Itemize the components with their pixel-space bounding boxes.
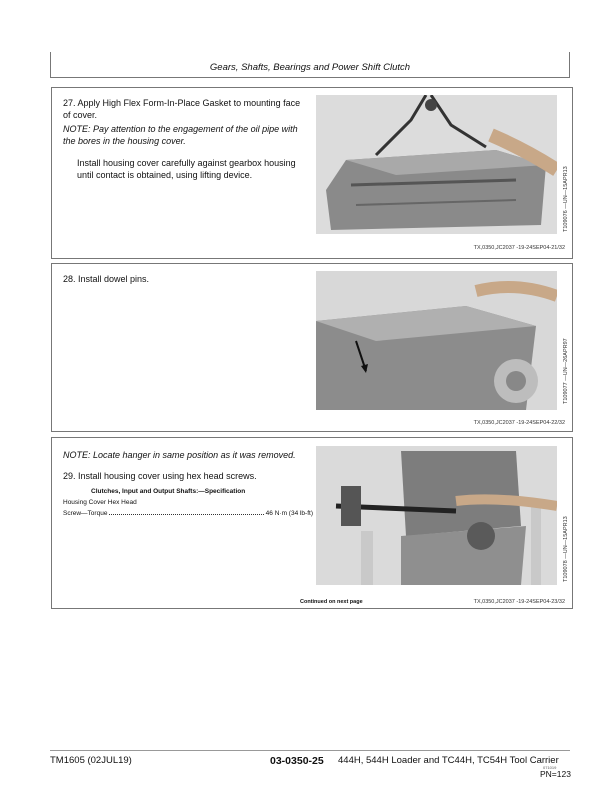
step-29-text: 29. Install housing cover using hex head screws. — [63, 471, 257, 481]
photo-dowel-pins — [316, 271, 557, 410]
ref-code-23: TX,0350,JC2037 -19-24SEP04-23/32 — [473, 599, 565, 605]
step-28-text: 28. Install dowel pins. — [63, 274, 150, 284]
dowel-pins-illustration — [316, 271, 557, 410]
footer-rule — [50, 750, 570, 751]
spec-title: Clutches, Input and Output Shafts:—Specification — [91, 488, 246, 495]
spec-item: Housing Cover Hex Head — [63, 499, 137, 506]
image-code-t109077: T109077 —UN—26APR97 — [563, 338, 569, 404]
footer-manual-id: TM1605 (02JUL19) — [50, 755, 132, 766]
photo-hex-screws — [316, 446, 557, 585]
step-27-note: NOTE: Pay attention to the engagement of the oil pipe with the bores in the housing cover. — [63, 124, 298, 146]
spec-row — [63, 509, 313, 518]
ref-code-22: TX,0350,JC2037 -19-24SEP04-22/32 — [473, 420, 565, 426]
step-27-body: Install housing cover carefully against gearbox housing until contact is obtained, using lifting device. — [77, 158, 296, 180]
footer-models: 444H, 544H Loader and TC44H, TC54H Tool Carrier — [338, 755, 559, 766]
footer-pn: PN=123 — [540, 769, 571, 779]
footer-small-code: 071019 — [543, 765, 557, 770]
spec-leader — [109, 514, 263, 515]
continued-on-next-page: Continued on next page — [300, 599, 363, 605]
ref-code-21: TX,0350,JC2037 -19-24SEP04-21/32 — [473, 245, 565, 251]
image-code-t109078: T109078 —UN—15APR13 — [563, 516, 569, 582]
page-header-title: Gears, Shafts, Bearings and Power Shift Clutch — [209, 62, 411, 73]
spec-label: Screw—Torque — [63, 510, 108, 517]
step-29-note: NOTE: Locate hanger in same position as it was removed. — [63, 450, 296, 460]
photo-housing-cover-lift — [316, 95, 557, 234]
footer-page-number: 03-0350-25 — [270, 755, 324, 767]
spec-value: 46 N·m (34 lb-ft) — [265, 510, 313, 517]
step-27-text: 27. Apply High Flex Form-In-Place Gasket to mounting face of cover. — [63, 98, 301, 120]
hex-screws-illustration — [316, 446, 557, 585]
image-code-t109076: T109076 —UN—15APR13 — [563, 166, 569, 232]
housing-cover-lift-illustration — [316, 95, 557, 234]
